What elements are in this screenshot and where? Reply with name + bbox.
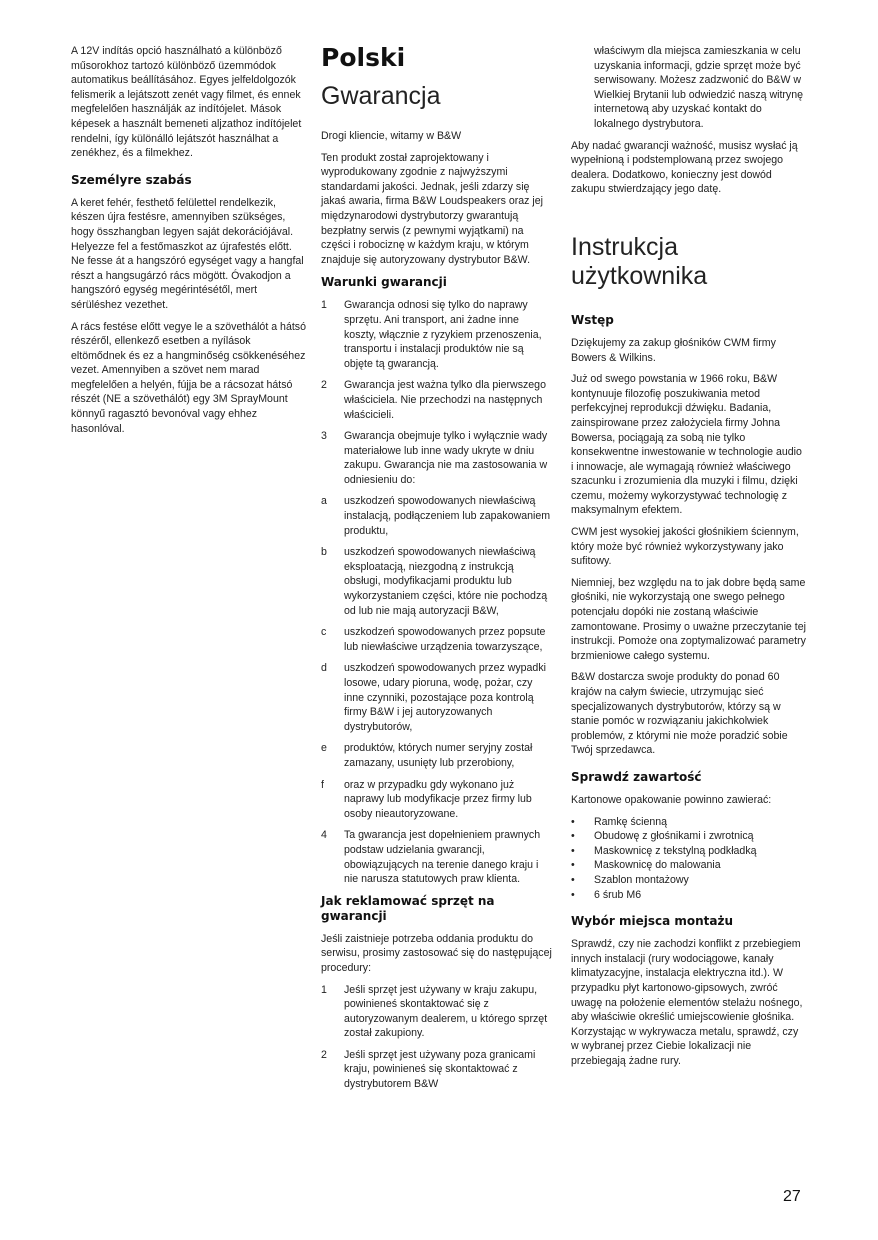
heading-check-contents: Sprawdź zawartość — [571, 769, 702, 784]
list-item: • 6 śrub M6 — [571, 888, 642, 901]
conditions-list — [321, 298, 553, 886]
column-polish-warranty — [321, 44, 553, 1099]
list-item: 2 Jeśli sprzęt jest używany poza granicami kraju, powinieneś się skontaktować z dystrybutorem B&W — [321, 1048, 536, 1091]
bullet-icon: • — [571, 844, 575, 857]
paragraph-intro-5: B&W dostarcza swoje produkty do ponad 60 krajów na całym świecie, utrzymując sieć specjalizowanych dystrybutorów, którzy są w stanie pomóc w rozwiązaniu jakichkolwiek problemów, z którymi nie może poradzić sobie Twój sprzedawca. — [571, 671, 788, 757]
paragraph-contents: Kartonowe opakowanie powinno zawierać: — [571, 793, 772, 806]
column-polish-manual — [571, 44, 807, 1075]
list-item: • Obudowę z głośnikami i zwrotnicą — [571, 830, 754, 843]
bullet-icon: • — [571, 873, 575, 886]
language-title: Polski — [321, 43, 406, 72]
contents-list — [571, 815, 807, 903]
list-item: • Maskownicę do malowania — [571, 859, 721, 872]
bullet-icon: • — [571, 830, 575, 843]
bullet-icon: • — [571, 888, 575, 901]
heading-mounting-location: Wybór miejsca montażu — [571, 914, 734, 929]
paragraph-painting: A keret fehér, festhető felülettel rendelkezik, készen újra festésre, amennyiben szükséges, hogy összhangban legyen saját dekorációjával. Helyezze fel a festőmaszkot az újrafestés előtt. Ne fesse át a hangszóró egységet vagy a hangfal részt a hangsugárzó rács mögött. Óvakodjon a hangszóró egység megérintésétől, mert sérüléshez vezethet. — [71, 196, 304, 311]
list-item: c uszkodzeń spowodowanych przez popsute lub niewłaściwe urządzenia towarzyszące, — [321, 626, 546, 653]
paragraph-12v-trigger: A 12V indítás opció használható a különböző műsorokhoz tartozó különböző üzemmódok automatikus beállításához. Egyes jelfeldolgozók felismerik a lejátszott zenét vagy filmet, és ennek megfelelően használják az indítójelet. Mások képesek a használt bemeneti aljzathoz indítójelet rendelni, így különálló lejátszót használhat a zenékhez, és a filmekhez. — [71, 45, 302, 160]
heading-warranty: Gwarancja — [321, 82, 441, 110]
list-item: b uszkodzeń spowodowanych niewłaściwą eksploatacją, niezgodną z instrukcją obsługi, modyfikacjami produktu lub wykorzystaniem części, które nie pochodzą od lub nie mają autoryzacji B&W, — [321, 546, 548, 617]
heading-user-manual: Instrukcja użytkownika — [571, 232, 708, 290]
list-item: d uszkodzeń spowodowanych przez wypadki losowe, udary pioruna, wodę, pożar, czy inne czynniki, pozostające poza kontrolą firmy B&W i jej autoryzowanych dystrybutorów, — [321, 662, 546, 733]
paragraph-claim-continued: właściwym dla miejsca zamieszkania w celu uzyskania informacji, gdzie sprzęt może być serwisowany. Możesz zadzwonić do B&W w Wielkiej Brytanii lub odwiedzić naszą witrynę internetową aby uzyskać kontakt do lokalnego dystrybutora. — [594, 45, 804, 130]
paragraph-intro-2: Już od swego powstania w 1966 roku, B&W kontynuuje filozofię poszukiwania metod perfekcyjnej reprodukcji dźwięku. Badania, zainspirowane przez założyciela firmy Johna Bowersa, pociągają za sobą nie tylko konsekwentne inwestowanie w technologie audio i innowacje, ale wymagają również właściwego szacunku i zrozumienia dla muzyki i filmu, dzięki czemu, możemy wykorzystywać technologię z maksymalnym efektem. — [571, 373, 802, 517]
paragraph-intro-4: Niemniej, bez względu na to jak dobre będą same głośniki, nie wykorzystają one swego pełnego potencjału dopóki nie zostaną właściwie zamontowane. Prosimy o uważne przeczytanie tej instrukcji. Pomoże ona zoptymalizować parametry brzmieniowe całego systemu. — [571, 576, 806, 662]
paragraph-grille-painting: A rács festése előtt vegye le a szövethálót a hátsó részéről, ellenkező esetben a nyílások eltömődnek és ez a hangminőség csökkenéséhez vezet. Amennyiben a szövet nem marad megfelelően a helyén, fújja be a rácsozat hátsó részét (NE a szövethálót) egy 3M SprayMount könnyű ragasztó bevonóval vagy ehhez hasonlóval. — [71, 320, 306, 435]
claim-steps-list — [321, 983, 553, 1092]
column-hungarian — [71, 44, 307, 443]
list-item: • Ramkę ścienną — [571, 815, 668, 828]
list-item: 4 Ta gwarancja jest dopełnieniem prawnych podstaw udzielania gwarancji, obowiązujących na terenie danego kraju i nie narusza statutowych praw klienta. — [321, 829, 541, 886]
page-number: 27 — [783, 1188, 801, 1205]
list-item: f oraz w przypadku gdy wykonano już naprawy lub modyfikacje przez firmy lub osoby nieautoryzowane. — [321, 778, 532, 820]
list-item: 2 Gwarancja jest ważna tylko dla pierwszego właściciela. Nie przechodzi na następnych właścicieli. — [321, 379, 546, 421]
list-item: • Szablon montażowy — [571, 873, 689, 886]
heading-warranty-conditions: Warunki gwarancji — [321, 275, 447, 290]
list-item: a uszkodzeń spowodowanych niewłaściwą instalacją, podłączeniem lub zapakowaniem produktu, — [321, 495, 551, 537]
bullet-icon: • — [571, 859, 575, 872]
list-item: 1 Gwarancja odnosi się tylko do naprawy sprzętu. Ani transport, ani żadne inne koszty, włącznie z ryzykiem przenoszenia, transportu i instalacji produktów nie są objęte tą gwarancją. — [321, 299, 542, 370]
paragraph-claim: Jeśli zaistnieje potrzeba oddania produktu do serwisu, prosimy zastosować się do następującej procedury: — [321, 932, 552, 974]
bullet-icon: • — [571, 815, 575, 828]
paragraph-intro-3: CWM jest wysokiej jakości głośnikiem ściennym, który może być również wykorzystywany jako sufitowy. — [571, 526, 799, 568]
list-item: • Maskownicę z tekstylną podkładką — [571, 844, 757, 857]
heading-personalisation: Személyre szabás — [71, 172, 192, 187]
list-item: e produktów, których numer seryjny został zamazany, usunięty lub przerobiony, — [321, 742, 533, 769]
paragraph-warranty-validation: Aby nadać gwarancji ważność, musisz wysłać ją wypełnioną i podstemplowaną przez swojego dealera. Dodatkowo, konieczny jest dowód zakupu stwierdzający jego datę. — [571, 139, 798, 196]
paragraph-greeting: Drogi kliencie, witamy w B&W — [321, 130, 462, 142]
paragraph-intro-1: Dziękujemy za zakup głośników CWM firmy Bowers & Wilkins. — [571, 336, 776, 364]
heading-warranty-claim: Jak reklamować sprzęt na gwarancji — [321, 893, 495, 923]
list-item: 3 Gwarancja obejmuje tylko i wyłącznie wady materiałowe lub inne wady ukryte w dniu zakupu. Gwarancja nie ma zastosowania w odniesieniu do: — [321, 430, 548, 486]
paragraph-warranty-intro: Ten produkt został zaprojektowany i wyprodukowany zgodnie z najwyższymi standardami jakości. Jednak, jeśli zdarzy się jakaś awaria, firma B&W Loudspeakers oraz jej międzynarodowi dystrybutorzy gwarantują bezpłatny serwis (z pewnymi wyjątkami) na części i robociznę w każdym kraju, w którym znajduje się autoryzowany dystrybutor B&W. — [321, 151, 543, 266]
list-item: 1 Jeśli sprzęt jest używany w kraju zakupu, powinieneś skontaktować się z autoryzowanym dealerem, u którego sprzęt został zakupiony. — [321, 983, 548, 1040]
heading-introduction: Wstęp — [571, 312, 614, 327]
paragraph-mounting-location: Sprawdź, czy nie zachodzi konflikt z przebiegiem innych instalacji (rury wodociągowe, kanały klimatyzacyjne, instalacja elektryczna itd.). W przypadku płyt kartonowo-gipsowych, zwróć uwagę na położenie elementów stelażu nośnego, aby właściwie określić umiejscowienie głośnika. Korzystając w wykrywacza metalu, sprawdź, czy w wybranej przez Ciebie lokalizacji nie przebiegają żadne rury. — [571, 938, 803, 1067]
